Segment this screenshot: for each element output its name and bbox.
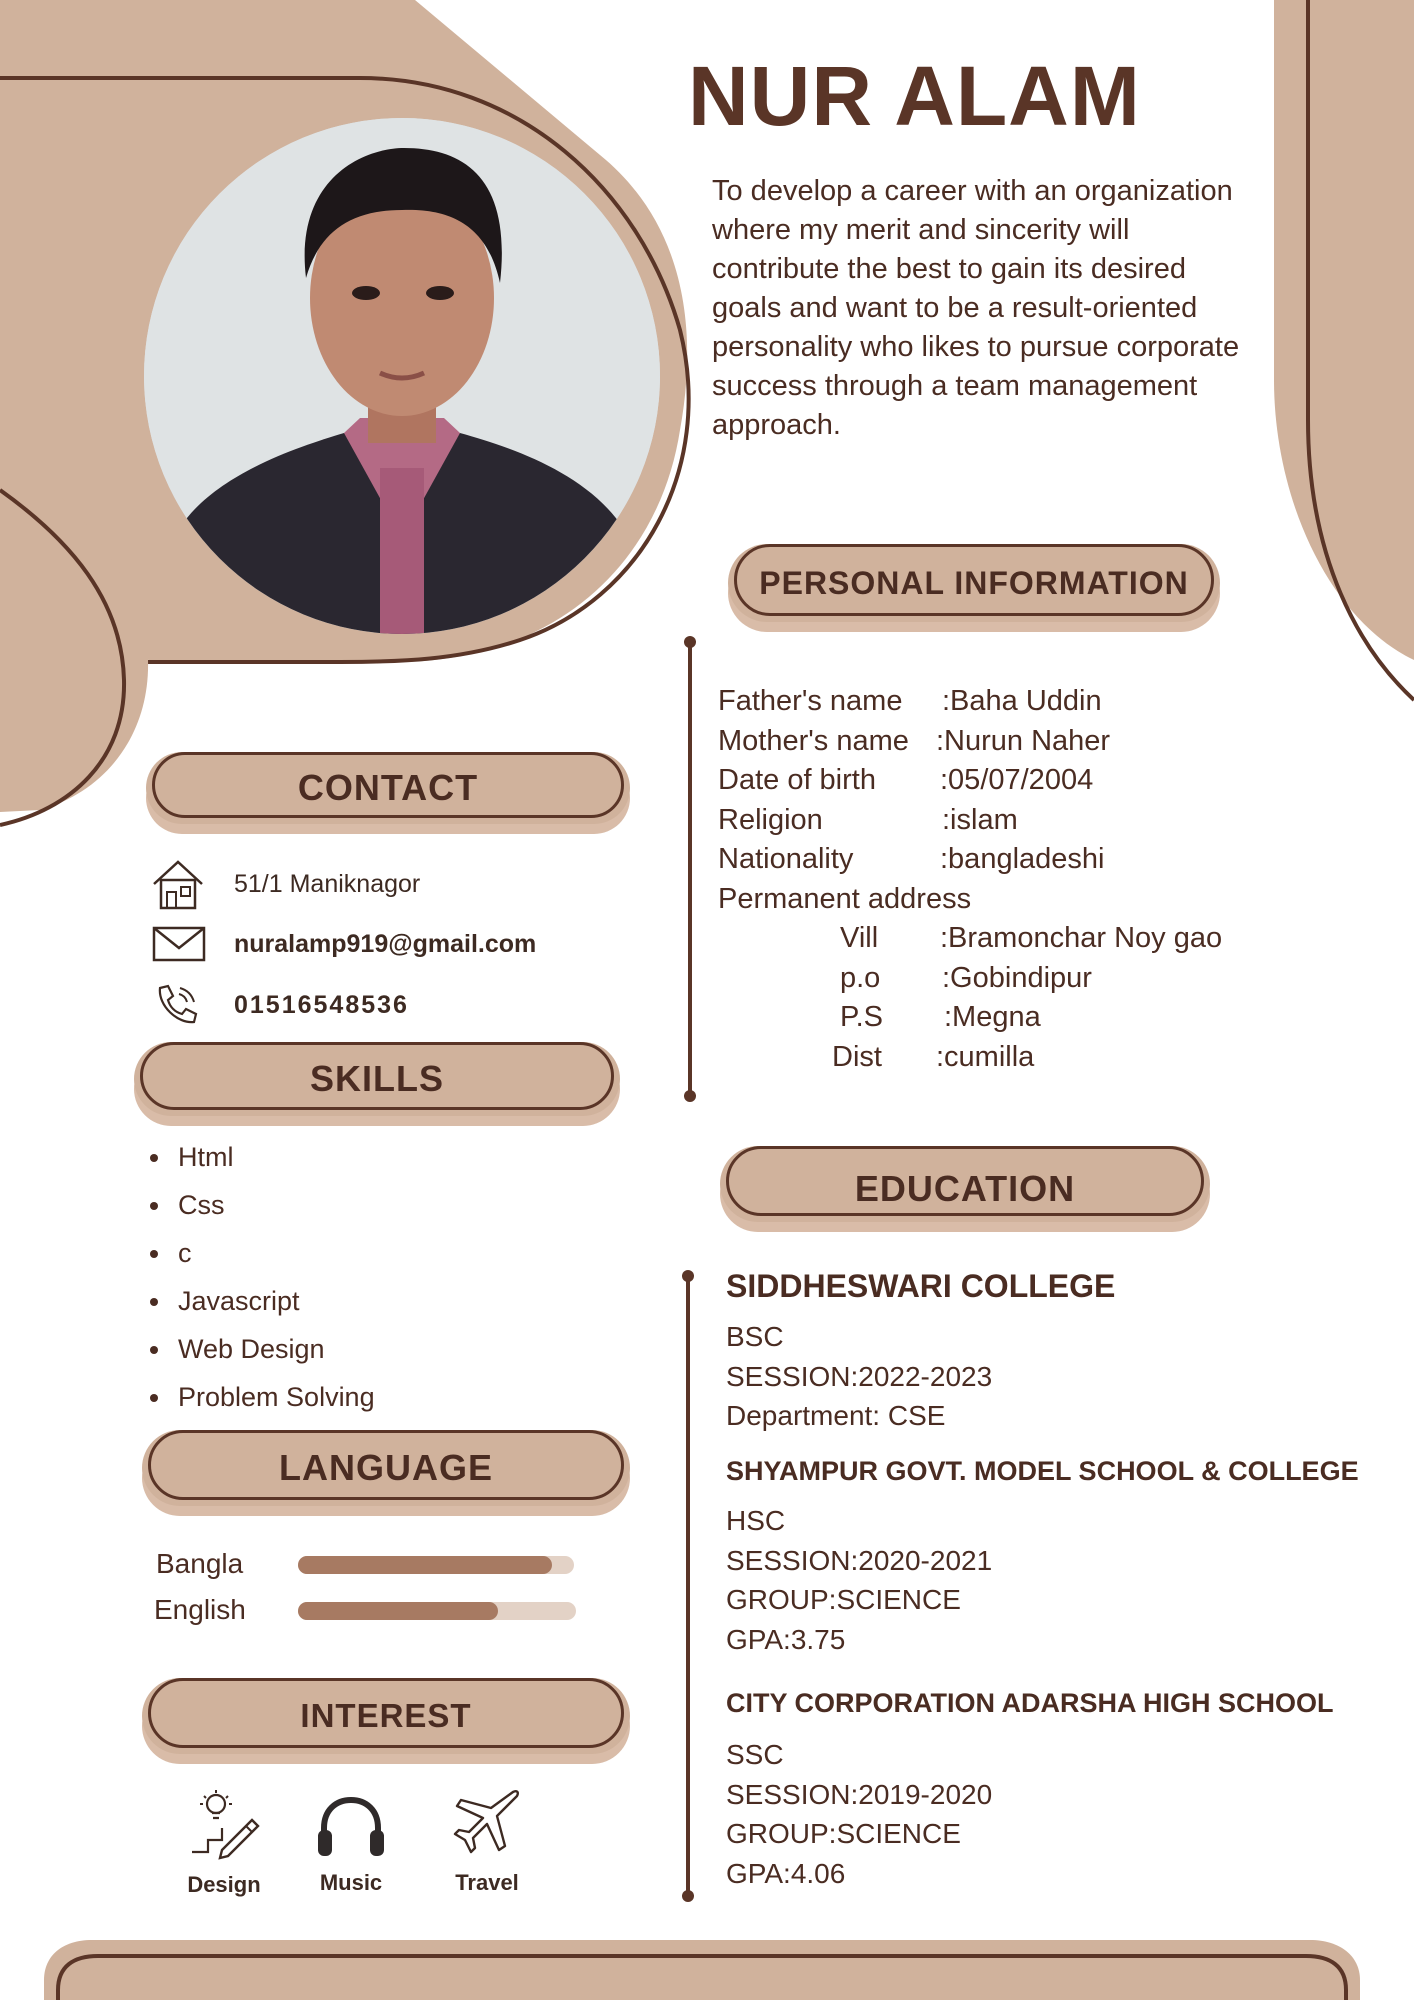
envelope-icon [152, 926, 206, 962]
school-name: CITY CORPORATION ADARSHA HIGH SCHOOL [726, 1688, 1334, 1718]
timeline-dot [682, 1270, 694, 1282]
design-icon [186, 1788, 262, 1860]
airplane-icon [451, 1786, 523, 1858]
email-text[interactable]: nuralamp919@gmail.com [234, 929, 537, 958]
skill-item: Web Design [150, 1330, 375, 1378]
person-silhouette [144, 118, 660, 634]
headphones-icon [316, 1794, 386, 1858]
education-group: GROUP:SCIENCE [726, 1818, 961, 1849]
house-icon [150, 856, 206, 912]
education-session: SESSION:2022-2023 [726, 1360, 993, 1392]
education-group: GROUP:SCIENCE [726, 1584, 961, 1615]
education-entry [726, 1268, 1115, 1436]
education-gpa: GPA:4.06 [726, 1857, 846, 1889]
contact-email[interactable] [152, 926, 536, 962]
career-objective: To develop a career with an organization where my merit and sincerity will contribute the best to gain its desired goals and want to be a result-oriented personality who likes to pursue corporate success through a team management approach. [712, 175, 1240, 441]
interest-music [296, 1794, 406, 1896]
language-bar-bangla [298, 1556, 574, 1574]
interest-label: Travel [455, 1870, 519, 1895]
skill-item: Css [150, 1186, 375, 1234]
timeline-dot [684, 636, 696, 648]
skills-list [150, 1138, 375, 1426]
timeline-line-personal [688, 640, 692, 1096]
education-heading: EDUCATION [720, 1146, 1210, 1222]
education-session: SESSION:2020-2021 [726, 1544, 993, 1576]
language-level-fill [298, 1556, 552, 1574]
phone-icon [152, 982, 198, 1028]
language-level-fill [298, 1602, 498, 1620]
language-heading: LANGUAGE [142, 1430, 630, 1506]
contact-phone[interactable] [152, 982, 409, 1028]
interest-travel [432, 1786, 542, 1896]
contact-address [150, 856, 420, 912]
education-department: Department: CSE [726, 1400, 946, 1431]
education-entry [726, 1456, 1359, 1659]
skill-item: Problem Solving [150, 1378, 375, 1426]
education-session: SESSION:2019-2020 [726, 1778, 993, 1810]
right-blob [1274, 0, 1414, 660]
education-degree: HSC [726, 1505, 786, 1536]
skill-item: Html [150, 1138, 375, 1186]
interest-design [169, 1788, 279, 1898]
interest-heading: INTEREST [142, 1678, 630, 1754]
phone-text[interactable]: 01516548536 [234, 990, 409, 1019]
profile-photo [144, 118, 660, 634]
candidate-name: NUR ALAM [688, 49, 1141, 143]
timeline-dot [684, 1090, 696, 1102]
skill-item: c [150, 1234, 375, 1282]
timeline-line-education [686, 1274, 690, 1896]
school-name: SIDDHESWARI COLLEGE [726, 1268, 1116, 1304]
address-text: 51/1 Maniknagor [234, 869, 421, 898]
language-bar-english [298, 1602, 576, 1620]
language-name: Bangla [156, 1548, 244, 1579]
interest-label: Music [319, 1870, 383, 1895]
skills-heading: SKILLS [134, 1042, 620, 1116]
education-entry [726, 1688, 1334, 1893]
interest-label: Design [187, 1872, 261, 1897]
footer-bar [44, 1940, 1360, 2000]
contact-heading: CONTACT [146, 752, 630, 824]
timeline-dot [682, 1890, 694, 1902]
education-degree: SSC [726, 1739, 784, 1770]
skill-item: Javascript [150, 1282, 375, 1330]
personal-info-heading: PERSONAL INFORMATION [728, 544, 1220, 622]
education-gpa: GPA:3.75 [726, 1623, 846, 1655]
education-degree: BSC [726, 1321, 784, 1352]
language-name: English [154, 1594, 246, 1625]
school-name: SHYAMPUR GOVT. MODEL SCHOOL & COLLEGE [726, 1456, 1359, 1486]
